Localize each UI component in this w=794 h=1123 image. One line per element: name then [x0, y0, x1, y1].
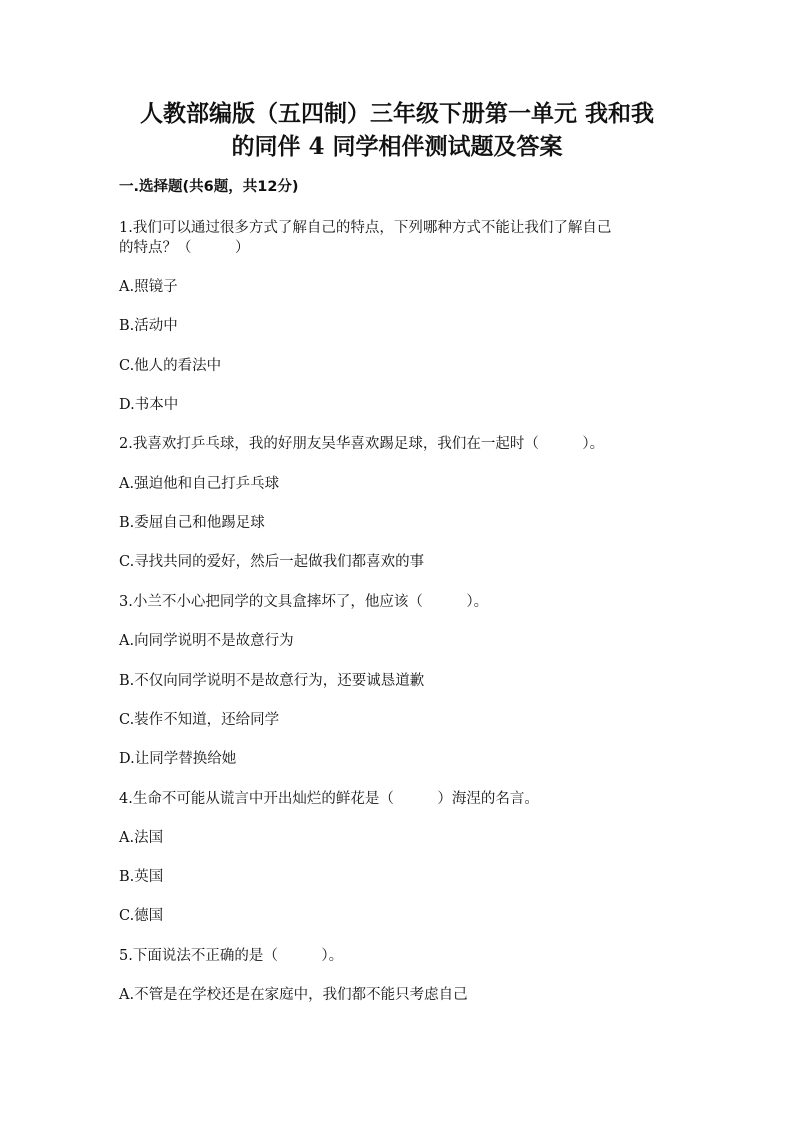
question-2-option-b: B.委屈自己和他踢足球: [119, 515, 265, 531]
question-4-option-c: C.德国: [119, 908, 164, 924]
question-1-option-d: D.书本中: [119, 397, 179, 413]
question-1-stem-line-1: 1.我们可以通过很多方式了解自己的特点，下列哪种方式不能让我们了解自己: [119, 220, 612, 236]
question-2-option-c: C.寻找共同的爱好，然后一起做我们都喜欢的事: [119, 554, 425, 570]
question-5-stem: 5.下面说法不正确的是（ ）。: [119, 948, 344, 964]
question-3-option-a: A.向同学说明不是故意行为: [119, 633, 294, 649]
page-title-line-2: 的同伴 4 同学相伴测试题及答案: [231, 133, 563, 160]
question-2-option-a: A.强迫他和自己打乒乓球: [119, 476, 280, 492]
question-3-option-b: B.不仅向同学说明不是故意行为，还要诚恳道歉: [119, 673, 425, 689]
question-4-stem: 4.生命不可能从谎言中开出灿烂的鲜花是（ ）海涅的名言。: [119, 791, 539, 807]
question-4-option-a: A.法国: [119, 830, 164, 846]
question-5-option-a: A.不管是在学校还是在家庭中，我们都不能只考虑自己: [119, 987, 468, 1003]
question-3-stem: 3.小兰不小心把同学的文具盒摔坏了，他应该（ ）。: [119, 594, 489, 610]
question-4-option-b: B.英国: [119, 869, 164, 885]
question-1-option-a: A.照镜子: [119, 279, 178, 295]
section-heading: 一.选择题(共6题，共12分): [119, 179, 299, 195]
question-3-option-c: C.装作不知道，还给同学: [119, 712, 280, 728]
question-3-option-d: D.让同学替换给她: [119, 751, 237, 767]
question-1-option-b: B.活动中: [119, 318, 178, 334]
question-2-stem: 2.我喜欢打乒乓球，我的好朋友吴华喜欢踢足球，我们在一起时（ ）。: [119, 436, 605, 452]
question-1-option-c: C.他人的看法中: [119, 358, 222, 374]
page-title-line-1: 人教部编版（五四制）三年级下册第一单元 我和我: [139, 100, 654, 127]
question-1-stem-line-2: 的特点？（ ）: [119, 240, 250, 256]
